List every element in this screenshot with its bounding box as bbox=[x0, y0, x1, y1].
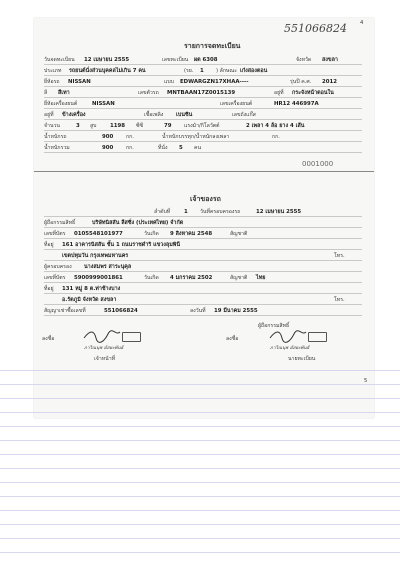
engine-no: HR12 446997A bbox=[274, 101, 319, 107]
load-unit: กก. bbox=[272, 134, 280, 140]
divider bbox=[44, 227, 362, 228]
owner-addr-line1: 161 อาคารนิสสัน ชั้น 1 ถนนราชดำริ แขวงลุมพินี bbox=[62, 242, 181, 248]
load-label: น้ำหนักบรรทุก/น้ำหนักลงเพลา bbox=[162, 134, 230, 140]
brand-label: ยี่ห้อรถ bbox=[44, 79, 60, 85]
char-label: ) ลักษณะ bbox=[216, 68, 238, 74]
contract-date: 19 มีนาคม 2555 bbox=[214, 308, 258, 314]
reg-no: ผต 6308 bbox=[194, 57, 218, 63]
total-unit: กก. bbox=[126, 145, 134, 151]
stamp-right bbox=[308, 332, 327, 342]
divider bbox=[44, 141, 362, 142]
divider bbox=[44, 282, 362, 283]
brand: NISSAN bbox=[68, 79, 91, 85]
cc: 1198 bbox=[110, 123, 126, 129]
holder-id: 5900999001861 bbox=[74, 275, 123, 281]
holder-id-label: เลขที่บัตร bbox=[44, 275, 66, 281]
divider bbox=[44, 152, 362, 153]
holder-dob: 4 มกราคม 2502 bbox=[170, 275, 213, 281]
type-label: ประเภท bbox=[44, 68, 62, 74]
total-weight: 900 bbox=[102, 145, 114, 151]
ruled-line bbox=[0, 510, 400, 511]
seats: 5 bbox=[179, 145, 183, 151]
engine-brand: NISSAN bbox=[92, 101, 115, 107]
cyl-label: จำนวน bbox=[44, 123, 60, 129]
serial-top: 0001000 bbox=[302, 160, 334, 168]
engine-at-label: อยู่ที่ bbox=[44, 112, 54, 118]
reg-date-label: วันจดทะเบียน bbox=[44, 57, 75, 63]
axle-wheels: 2 เพลา 4 ล้อ ยาง 4 เส้น bbox=[246, 123, 305, 129]
fuel: เบนซิน bbox=[176, 112, 193, 118]
seat-label: ที่นั่ง bbox=[158, 145, 168, 151]
signature-left bbox=[82, 328, 122, 344]
ruled-line bbox=[0, 440, 400, 441]
divider bbox=[44, 75, 362, 76]
owner-id: 0105548101977 bbox=[74, 231, 123, 237]
owner-tel-label: โทร. bbox=[334, 253, 345, 259]
divider bbox=[44, 119, 362, 120]
ruled-line bbox=[0, 398, 400, 399]
stamp-left bbox=[122, 332, 141, 342]
weight-unit: กก. bbox=[126, 134, 134, 140]
page-mark: 4 bbox=[360, 20, 364, 26]
fuel-label: เชื้อเพลิง bbox=[144, 112, 164, 118]
divider bbox=[44, 97, 362, 98]
section-divider bbox=[34, 171, 374, 172]
code-label: (รย. bbox=[184, 68, 194, 74]
holder-nat-label: สัญชาติ bbox=[230, 275, 248, 281]
owner-name: บริษัทนิสสัน ลีสซิ่ง (ประเทศไทย) จำกัด bbox=[92, 220, 184, 226]
ruled-line bbox=[0, 412, 400, 413]
divider bbox=[44, 130, 362, 131]
chassis-label: เลขตัวรถ bbox=[138, 90, 159, 96]
sign-owner-name: ภาวิณนุช มัสยะพันธ์ bbox=[84, 346, 124, 351]
registrar-label: นายทะเบียน bbox=[288, 356, 316, 362]
vehicle-char: เก๋งสองตอน bbox=[240, 68, 268, 74]
weight-label: น้ำหนักรถ bbox=[44, 134, 67, 140]
ruled-line bbox=[0, 468, 400, 469]
holder-label: ผู้ครอบครอง bbox=[44, 264, 72, 270]
divider bbox=[44, 315, 362, 316]
chassis-no: MNTBAAN17Z0015139 bbox=[167, 90, 236, 96]
model-label: แบบ bbox=[164, 79, 174, 85]
vehicle-code: 1 bbox=[200, 68, 204, 74]
chassis-at: กระจังหน้าตอนใน bbox=[292, 90, 334, 96]
engine-brand-label: ยี่ห้อเครื่องยนต์ bbox=[44, 101, 78, 107]
sign-owner-sub-top: ผู้ถือกรรมสิทธิ์ bbox=[258, 323, 290, 329]
cyl-unit: สูบ bbox=[90, 123, 97, 129]
divider bbox=[44, 271, 362, 272]
divider bbox=[44, 64, 362, 65]
color: สีเทา bbox=[58, 90, 70, 96]
vehicle-type: รถยนต์นั่งส่วนบุคคลไม่เกิน 7 คน bbox=[69, 68, 146, 74]
reg-date: 12 เมษายน 2555 bbox=[84, 57, 130, 63]
divider bbox=[44, 304, 362, 305]
possession-date-label: วันที่ครอบครองรถ bbox=[200, 209, 241, 215]
order-label: ลำดับที่ bbox=[154, 209, 171, 215]
gas-label: เลขถังแก๊ส bbox=[232, 112, 256, 118]
signature-right bbox=[268, 328, 308, 344]
hp-label: แรงม้า/กิโลวัตต์ bbox=[184, 123, 220, 129]
contract-date-label: ลงวันที่ bbox=[190, 308, 206, 314]
owner-dob-label: วันเกิด bbox=[144, 231, 159, 237]
ruled-line bbox=[0, 370, 400, 371]
owner-dob: 9 สิงหาคม 2548 bbox=[170, 231, 213, 237]
sign-owner-label: ลงชื่อ bbox=[42, 336, 55, 342]
divider bbox=[44, 249, 362, 250]
divider bbox=[44, 293, 362, 294]
order-no: 1 bbox=[184, 209, 188, 215]
owner-label: ผู้ถือกรรมสิทธิ์ bbox=[44, 220, 76, 226]
color-label: สี bbox=[44, 90, 48, 96]
sign-owner-sub: เจ้าหน้าที่ bbox=[94, 356, 116, 362]
ruled-line bbox=[0, 496, 400, 497]
divider bbox=[44, 260, 362, 261]
contract-no: 551066824 bbox=[104, 308, 138, 314]
engine-at: ข้างเครื่อง bbox=[62, 112, 86, 118]
section-owner-title: เจ้าของรถ bbox=[190, 195, 221, 203]
owner-id-label: เลขที่บัตร bbox=[44, 231, 66, 237]
owner-addr-label: ที่อยู่ bbox=[44, 242, 54, 248]
section-registration-title: รายการจดทะเบียน bbox=[184, 42, 241, 50]
ruled-line bbox=[0, 482, 400, 483]
holder-addr-line1: 131 หมู่ 8 ต.ท่าช้างบาง bbox=[62, 286, 121, 292]
divider bbox=[44, 216, 362, 217]
holder-dob-label: วันเกิด bbox=[144, 275, 159, 281]
ruled-line bbox=[0, 384, 400, 385]
chassis-at-label: อยู่ที่ bbox=[274, 90, 284, 96]
ruled-line bbox=[0, 552, 400, 553]
engine-no-label: เลขเครื่องยนต์ bbox=[220, 101, 253, 107]
possession-date: 12 เมษายน 2555 bbox=[256, 209, 302, 215]
holder-nat: ไทย bbox=[256, 275, 266, 281]
divider bbox=[44, 238, 362, 239]
province-label: จังหวัด bbox=[296, 57, 312, 63]
divider bbox=[44, 108, 362, 109]
horsepower: 79 bbox=[164, 123, 172, 129]
ruled-line bbox=[0, 538, 400, 539]
holder-name: นางสมพร สาระนุคุล bbox=[84, 264, 132, 270]
sign-reg-label: ลงชื่อ bbox=[226, 336, 239, 342]
total-label: น้ำหนักรวม bbox=[44, 145, 70, 151]
holder-tel-label: โทร. bbox=[334, 297, 345, 303]
year: 2012 bbox=[322, 79, 338, 85]
cylinders: 3 bbox=[76, 123, 80, 129]
holder-addr-label: ที่อยู่ bbox=[44, 286, 54, 292]
page-bottom-mark: 5 bbox=[364, 378, 368, 384]
model: EDWARGZN17XHAA---- bbox=[180, 79, 249, 85]
registration-sheet bbox=[34, 18, 374, 418]
ruled-line bbox=[0, 524, 400, 525]
weight: 900 bbox=[102, 134, 114, 140]
ruled-line bbox=[0, 426, 400, 427]
year-label: รุ่นปี ค.ศ. bbox=[290, 79, 312, 85]
sign-reg-name: ภาวิณนุช มัสยะพันธ์ bbox=[270, 346, 310, 351]
seat-unit: คน bbox=[194, 145, 202, 151]
province: สงขลา bbox=[322, 57, 338, 63]
owner-addr-line2: เขตปทุมวัน กรุงเทพมหานคร bbox=[62, 253, 129, 259]
ruled-line bbox=[0, 454, 400, 455]
reg-no-label: เลขทะเบียน bbox=[162, 57, 189, 63]
holder-addr-line2: อ.รัตภูมิ จังหวัด สงขลา bbox=[62, 297, 117, 303]
contract-label: สัญญาเช่าซื้อเลขที่ bbox=[44, 308, 86, 314]
divider bbox=[44, 86, 362, 87]
cc-unit: ซีซี bbox=[136, 123, 144, 129]
handwritten-doc-number: 551066824 bbox=[284, 22, 347, 35]
owner-nat-label: สัญชาติ bbox=[230, 231, 248, 237]
